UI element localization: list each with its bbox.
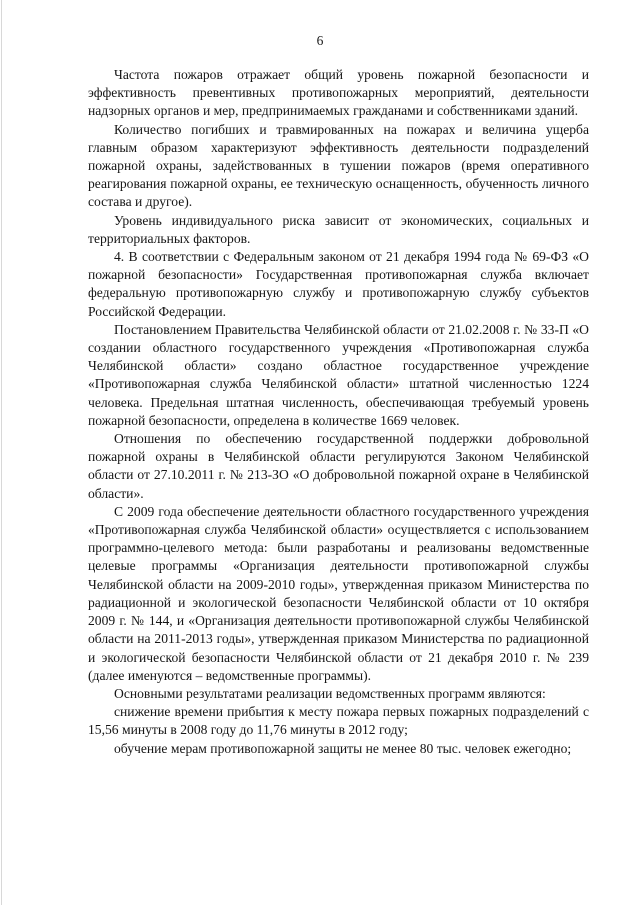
scan-edge <box>1 0 2 905</box>
paragraph: Основными результатами реализации ведомственных программ являются: <box>114 685 546 701</box>
body-text <box>88 66 589 758</box>
paragraph: Уровень индивидуального риска зависит от экономических, социальных и территориальных факторов. <box>88 212 589 246</box>
paragraph: обучение мерам противопожарной защиты не менее 80 тыс. человек ежегодно; <box>114 740 572 756</box>
paragraph: снижение времени прибытия к месту пожара первых пожарных подразделений с 15,56 минуты в 2008 году до 11,76 минуты в 2012 году; <box>88 704 589 738</box>
paragraph: Отношения по обеспечению государственной поддержки добровольной пожарной охраны в Челябинской области регулируются Законом Челябинской области от 27.10.2011 г. № 213-ЗО «О добровольной пожарной охране в Челябинской области». <box>88 431 589 501</box>
page-number: 6 <box>316 33 324 48</box>
paragraph: Количество погибших и травмированных на пожарах и величина ущерба главным образом характеризуют эффективность деятельности подразделений пожарной охраны, задействованных в тушении пожаров (время оперативного реагирования пожарной охраны, ее техническую оснащенность, обученность личного состава и другое). <box>88 121 589 210</box>
paragraph: С 2009 года обеспечение деятельности областного государственного учреждения «Противопожарная служба Челябинской области» осуществляется с использованием программно-целевого метода: были разработаны и реализованы ведомственные целевые программы «Организация деятельности противопожарной службы Челябинской области на 2009-2010 годы», утвержденная приказом Министерства по радиационной и экологической безопасности Челябинской области от 10 октября 2009 г. № 144, и «Организация деятельности противопожарной службы Челябинской области на 2011-2013 годы», утвержденная приказом Министерства по радиационной и экологической безопасности Челябинской области от 21 декабря 2010 г. № 239 (далее именуются – ведомственные программы). <box>88 503 589 683</box>
paragraph: 4. В соответствии с Федеральным законом от 21 декабря 1994 года № 69-ФЗ «О пожарной безопасности» Государственная противопожарная служба включает федеральную противопожарную службу и противопожарную службу субъектов Российской Федерации. <box>88 249 589 319</box>
paragraph: Постановлением Правительства Челябинской области от 21.02.2008 г. № 33-П «О создании областного государственного учреждения «Противопожарная служба Челябинской области» создано областное государственное учреждение «Противопожарная служба Челябинской области» штатной численностью 1224 человека. Предельная штатная численность, обеспечивающая требуемый уровень пожарной безопасности, определена в количестве 1669 человек. <box>88 321 589 428</box>
paragraph: Частота пожаров отражает общий уровень пожарной безопасности и эффективность превентивных противопожарных мероприятий, деятельности надзорных органов и мер, предпринимаемых гражданами и собственниками зданий. <box>88 67 589 119</box>
